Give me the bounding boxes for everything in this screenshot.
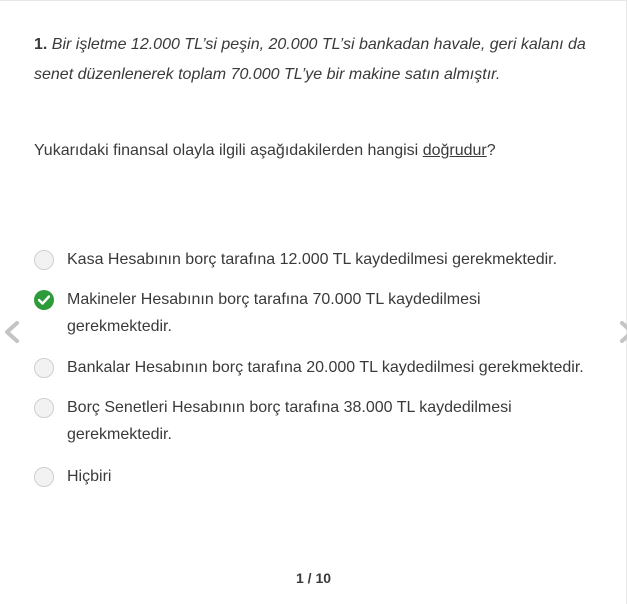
- answer-option-label: Bankalar Hesabının borç tarafına 20.000 TL kaydedilmesi gerekmektedir.: [67, 359, 584, 376]
- answer-option-2[interactable]: [34, 290, 504, 340]
- answer-option-label: Makineler Hesabının borç tarafına 70.000 TL kaydedilmesi gerekmektedir.: [67, 291, 481, 335]
- radio-button-selected[interactable]: [34, 290, 54, 310]
- answer-option-5[interactable]: [34, 467, 614, 490]
- radio-button[interactable]: [34, 467, 54, 487]
- answer-option-3[interactable]: [34, 358, 614, 381]
- page-indicator: 1 / 10: [295, 570, 332, 586]
- question-text: [34, 30, 604, 90]
- chevron-right-icon: [620, 320, 627, 344]
- radio-button[interactable]: [34, 398, 54, 418]
- prompt-suffix: ?: [486, 142, 496, 159]
- answer-option-1[interactable]: [34, 250, 614, 273]
- chevron-left-icon: [2, 320, 22, 344]
- prompt-text: Yukarıdaki finansal olayla ilgili aşağıdakilerden hangisi: [34, 142, 423, 159]
- prompt-emphasis: doğrudur: [422, 142, 487, 159]
- radio-button[interactable]: [34, 358, 54, 378]
- next-question-button[interactable]: [620, 320, 627, 344]
- question-prompt: [34, 138, 604, 164]
- question-body: Bir işletme 12.000 TL’si peşin, 20.000 TL’si bankadan havale, geri kalanı da senet düzenlenerek toplam 70.000 TL’ye bir makine satın almıştır.: [34, 36, 586, 83]
- check-icon: [38, 295, 50, 305]
- radio-button[interactable]: [34, 250, 54, 270]
- answer-option-4[interactable]: [34, 398, 534, 448]
- question-number: 1.: [34, 36, 48, 53]
- answer-option-label: Hiçbiri: [67, 468, 112, 485]
- answer-option-label: Borç Senetleri Hesabının borç tarafına 38.000 TL kaydedilmesi gerekmektedir.: [67, 399, 512, 443]
- previous-question-button[interactable]: [2, 320, 22, 344]
- answer-option-label: Kasa Hesabının borç tarafına 12.000 TL kaydedilmesi gerekmektedir.: [67, 251, 558, 268]
